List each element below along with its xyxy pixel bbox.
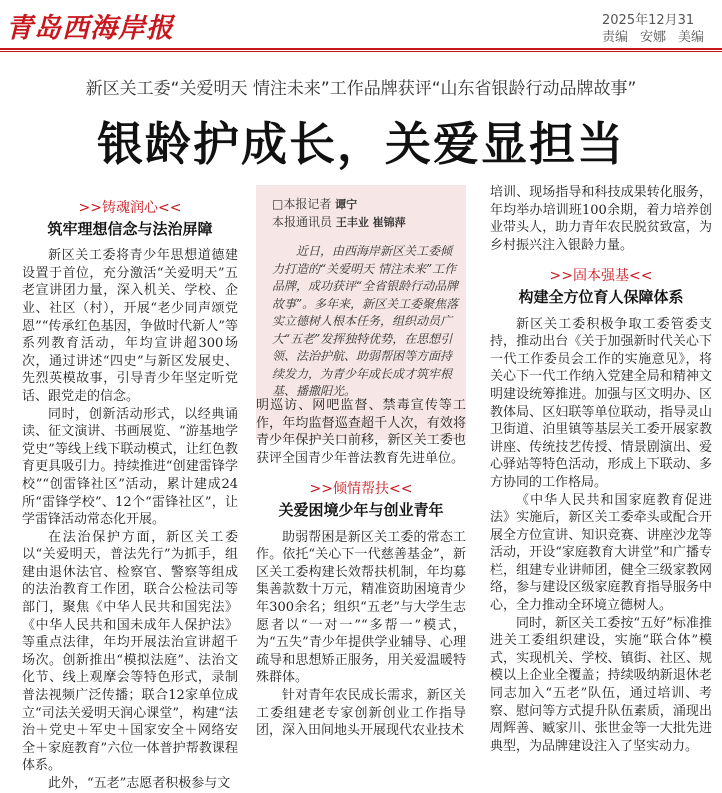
column-3: [490, 184, 712, 755]
section-tag: >>铸魂润心<<: [78, 200, 182, 216]
section-title: 构建全方位育人保障体系: [518, 287, 684, 306]
correspondent-names: 王丰业 崔锦萍: [335, 215, 406, 229]
article-subhead: 新区关工委“关爱明天 情注未来”工作品牌获评“山东省银龄行动品牌故事”: [85, 79, 637, 99]
masthead-rule: [0, 48, 722, 50]
section-title: 筑牢理想信念与法治屏障: [47, 219, 213, 238]
paragraph: 同时，创新活动形式，以经典诵读、征文演讲、书画展览、“游基地学党史”等线上线下联动模式，让红色教育更具吸引力。持续推进“创建雷锋学校”“创雷锋社区”活动，累计建成24所“雷锋学校”、12个“雷锋社区”，让学雷锋活动常态化开展。: [22, 406, 238, 528]
section-tag: >>倾情帮扶<<: [309, 481, 413, 498]
issue-date: 2025年12月31: [602, 13, 695, 28]
paragraph: 在法治保护方面，新区关工委以“关爱明天，普法先行”为抓手，组建由退休法官、检察官、警察等组成的法治教育工作团，联合公检法司等部门，聚焦《中华人民共和国宪法》《中华人民共和国未成年人保护法》等重点法律，年均开展法治宣讲超千场次。创新推出“模拟法庭”、法治文化节、线上观摩会等特色形式，录制普法视频广泛传播；联合12家单位成立“司法关爱明天润心课堂”，构建“法治＋党史＋军史＋国家安全＋网络安全＋家庭教育”六位一体普护帮教课程体系。: [22, 529, 238, 774]
editor-name: 安娜: [640, 30, 667, 45]
paragraph: 同时，新区关工委按“五好”标准推进关工委组织建设，实施“联合体”模式，实现机关、学校、镇街、社区、规模以上企业全覆盖；持续吸纳新退休老同志加入“五老”队伍，通过培训、考察、慰问等方式提升队伍素质，涌现出周辉善、臧家川、张世金等一大批先进典型，为品牌建设注入了坚实动力。: [490, 615, 712, 754]
byline: [272, 196, 460, 231]
paragraph: 《中华人民共和国家庭教育促进法》实施后，新区关工委牵头或配合开展全方位宣讲、知识竞赛、讲座沙龙等活动，开设“家庭教育大讲堂”和广播专栏，组建专业讲师团，健全三级家教网络，参与建设区级家庭教育指导服务中心，全力推动全环境立德树人。: [490, 492, 712, 614]
paragraph: 针对青年农民成长需求，新区关工委组建老专家创新创业工作指导团，深入田间地头开展现代农业技术: [256, 687, 466, 739]
correspondent-label: 本报通讯员: [272, 214, 333, 229]
reporter-name: 谭宁: [335, 198, 358, 211]
lead-box-content: [272, 196, 460, 401]
masthead: [0, 0, 722, 50]
masthead-rule-thin: [0, 51, 722, 52]
article-headline: 银龄护成长，关爱显担当: [97, 117, 625, 171]
continuation-paragraph: 培训、现场指导和科技成果转化服务，年均举办培训班100余期，着力培养创业带头人，助力青年农民脱贫致富，为乡村振兴注入银龄力量。: [490, 185, 712, 253]
newspaper-logo: 青岛西海岸报: [6, 13, 174, 44]
section-tag: >>固本强基<<: [549, 268, 653, 285]
editor-role: 责编: [602, 30, 629, 45]
section-title: 关爱困境少年与创业青年: [278, 500, 444, 519]
reporter-label: □本报记者: [272, 197, 332, 211]
paragraph: 新区关工委积极争取工委管委支持，推动出台《关于加强新时代关心下一代工作委员会工作的实施意见》，将关心下一代工作纳入党建全局和精神文明建设统筹推进。加强与区文明办、区教体局、区妇联等单位联动，指导灵山卫街道、泊里镇等基层关工委开展家教讲座、传统技艺传授、情景剧演出、爱心驿站等特色活动，形成上下联动、多方协同的工作格局。: [490, 316, 712, 490]
issue-meta: [602, 12, 722, 46]
column-1: [22, 200, 238, 793]
editor-credits: [602, 29, 722, 46]
designer-role: 美编: [678, 30, 705, 45]
continuation-paragraph: 明巡访、网吧监督、禁毒宣传等工作，年均监督巡查超千人次，有效将青少年保护关口前移，新区关工委也获评全国青少年普法教育先进单位。: [256, 398, 466, 466]
column-2: [256, 397, 466, 740]
paragraph: 此外，“五老”志愿者积极参与文: [48, 776, 231, 791]
lead-paragraph: 近日，由西海岸新区关工委倾力打造的“关爱明天 情注未来”工作品牌，成功获评“全省银龄行动品牌故事”。多年来，新区关工委聚焦落实立德树人根本任务，组织动员广大“五老”发挥独特优势，在思想引领、法治护航、助弱帮困等方面持续发力，为青少年成长成才筑牢根基、播撒阳光。: [272, 244, 459, 398]
paragraph: 助弱帮困是新区关工委的常态工作。依托“关心下一代慈善基金”，新区关工委构建长效帮扶机制，年均募集善款数十万元，精准资助困境青少年300余名；组织“五老”与大学生志愿者以“一对一”“多帮一”模式，为“五失”青少年提供学业辅导、心理疏导和思想矫正服务，用关爱温暖特殊群体。: [256, 529, 466, 686]
paragraph: 新区关工委将青少年思想道德建设置于首位，充分激活“关爱明天”五老宣讲团力量，深入机关、学校、企业、社区（村），开展“老少同声颂党恩”“传承红色基因，争做时代新人”等系列教育活动，年均宣讲超300场次，通过讲述“四史”与新区发展史、先烈英模故事，引导青少年坚定听党话、跟党走的信念。: [22, 248, 238, 404]
